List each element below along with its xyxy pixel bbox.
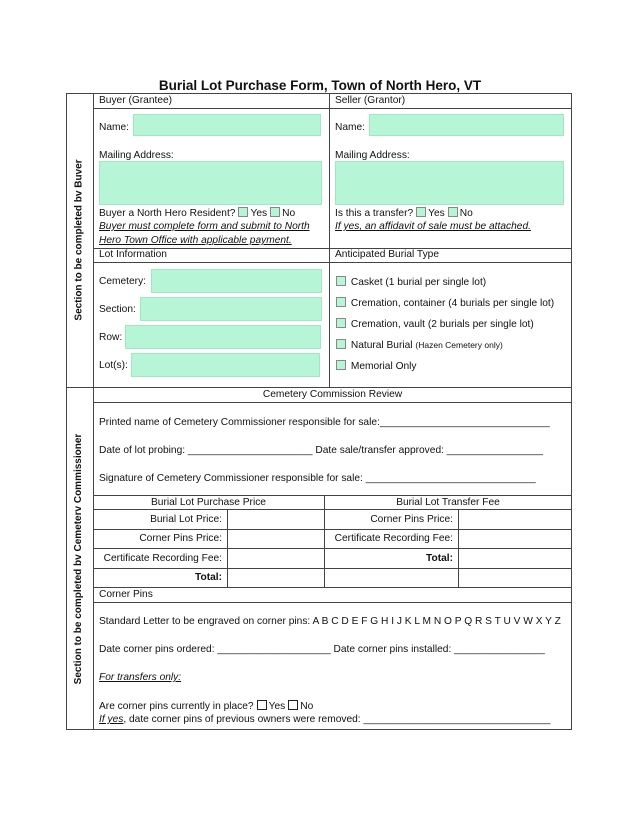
- buyer-note-line1: Buyer must complete form and submit to North: [99, 221, 310, 232]
- cemetery-field[interactable]: [151, 269, 322, 293]
- corner-pins-header: Corner Pins: [99, 589, 153, 600]
- burial-option-casket[interactable]: [333, 276, 486, 288]
- resident-no-label: No: [282, 208, 296, 219]
- section-label: Section:: [99, 304, 136, 315]
- cremation-vault-label: Cremation, vault (2 burials per single lot): [350, 319, 534, 330]
- buyer-note-line2: Hero Town Office with applicable payment.: [99, 235, 292, 246]
- pins-price-value-cell-right[interactable]: [459, 510, 571, 528]
- transfers-only-label: For transfers only:: [99, 672, 182, 683]
- lot-price-value-cell[interactable]: [228, 510, 323, 528]
- page-title: Burial Lot Purchase Form, Town of North Hero, VT: [158, 78, 482, 93]
- natural-label: Natural Burial: [350, 340, 413, 351]
- buyer-resident-row: [99, 207, 295, 219]
- total-label-left: Total:: [195, 572, 222, 583]
- cert-fee-value-cell-right[interactable]: [459, 530, 571, 548]
- total-label-right: Total:: [426, 553, 453, 564]
- if-yes-label: If yes: [99, 714, 124, 725]
- cremation-container-label: Cremation, container (4 burials per single lot): [350, 298, 555, 309]
- pins-removed-text: , date corner pins of previous owners were removed: _________________________________: [123, 714, 551, 725]
- pins-dates-line: Date corner pins ordered: ____________________ Date corner pins installed: ________________: [99, 644, 545, 655]
- pins-removed-line: [99, 714, 550, 725]
- seller-name-label: Name:: [335, 122, 366, 133]
- cremation-container-checkbox[interactable]: [336, 297, 346, 307]
- seller-name-field[interactable]: [369, 114, 564, 136]
- pins-in-place-row: [99, 700, 313, 712]
- pins-yes-label: Yes: [268, 701, 286, 712]
- signature-line: Signature of Cemetery Commissioner responsible for sale: ______________________________: [99, 473, 536, 484]
- lots-label: Lot(s):: [99, 360, 128, 371]
- buyer-address-label: Mailing Address:: [99, 150, 174, 161]
- section-field[interactable]: [140, 297, 322, 321]
- probing-dates-line: Date of lot probing: ______________________ Date sale/transfer approved: _________________: [99, 445, 544, 456]
- review-header: Cemetery Commission Review: [262, 389, 403, 400]
- casket-label: Casket (1 burial per single lot): [350, 277, 487, 288]
- natural-note: (Hazen Cemetery only): [415, 340, 503, 350]
- seller-address-label: Mailing Address:: [335, 150, 410, 161]
- transfer-yes-checkbox[interactable]: [416, 207, 426, 217]
- burial-option-natural[interactable]: [333, 339, 503, 351]
- seller-transfer-row: [335, 207, 473, 219]
- burial-option-cremation-vault[interactable]: [333, 318, 534, 330]
- price-header-right: Burial Lot Transfer Fee: [396, 497, 500, 508]
- cremation-vault-checkbox[interactable]: [336, 318, 346, 328]
- seller-header: Seller (Grantor): [335, 95, 406, 106]
- transfer-no-label: No: [459, 208, 473, 219]
- transfer-no-checkbox[interactable]: [448, 207, 458, 217]
- buyer-header: Buyer (Grantee): [99, 95, 173, 106]
- commissioner-section-label: Section to be completed bv Cemeterv Commissioner: [73, 433, 84, 685]
- resident-yes-label: Yes: [250, 208, 268, 219]
- seller-note: If yes, an affidavit of sale must be attached.: [335, 221, 531, 232]
- buyer-address-field[interactable]: [99, 161, 322, 205]
- cert-fee-label-right: Certificate Recording Fee:: [334, 533, 453, 544]
- cemetery-label: Cemetery:: [99, 276, 146, 287]
- buyer-section-label: Section to be completed bv Buver: [73, 159, 85, 321]
- burial-option-memorial[interactable]: [333, 360, 417, 372]
- price-header-left: Burial Lot Purchase Price: [151, 497, 266, 508]
- cert-fee-value-cell-left[interactable]: [228, 549, 323, 567]
- lot-info-header: Lot Information: [99, 249, 167, 260]
- printed-name-line: Printed name of Cemetery Commissioner responsible for sale:______________________________: [99, 417, 550, 428]
- transfer-yes-label: Yes: [428, 208, 445, 219]
- pins-no-label: No: [300, 701, 314, 712]
- resident-yes-checkbox[interactable]: [238, 207, 248, 217]
- row-field[interactable]: [125, 325, 321, 349]
- buyer-name-label: Name:: [99, 122, 130, 133]
- seller-address-field[interactable]: [335, 161, 564, 205]
- lot-price-label: Burial Lot Price:: [150, 514, 222, 525]
- buyer-name-field[interactable]: [133, 114, 321, 136]
- total-value-cell-left[interactable]: [228, 569, 323, 587]
- natural-checkbox[interactable]: [336, 339, 346, 349]
- pins-yes-checkbox[interactable]: [257, 700, 267, 710]
- burial-type-header: Anticipated Burial Type: [335, 249, 440, 260]
- standard-letter-line: Standard Letter to be engraved on corner pins: A B C D E F G H I J K L M N O P Q R S T U V W X Y Z: [99, 616, 561, 627]
- pins-no-checkbox[interactable]: [288, 700, 298, 710]
- row-label: Row:: [99, 332, 123, 343]
- burial-option-cremation-container[interactable]: [333, 297, 554, 309]
- casket-checkbox[interactable]: [336, 276, 346, 286]
- total-value-cell-right[interactable]: [459, 549, 571, 567]
- transfer-question: Is this a transfer?: [335, 208, 414, 219]
- cert-fee-label-left: Certificate Recording Fee:: [103, 553, 222, 564]
- lots-field[interactable]: [131, 353, 320, 377]
- pins-price-value-cell-left[interactable]: [228, 530, 323, 548]
- pins-price-label-left: Corner Pins Price:: [139, 533, 222, 544]
- resident-no-checkbox[interactable]: [270, 207, 280, 217]
- resident-question: Buyer a North Hero Resident?: [99, 208, 236, 219]
- pins-price-label-right: Corner Pins Price:: [370, 514, 453, 525]
- pins-in-place-question: Are corner pins currently in place?: [99, 701, 254, 712]
- memorial-label: Memorial Only: [350, 361, 417, 372]
- memorial-checkbox[interactable]: [336, 360, 346, 370]
